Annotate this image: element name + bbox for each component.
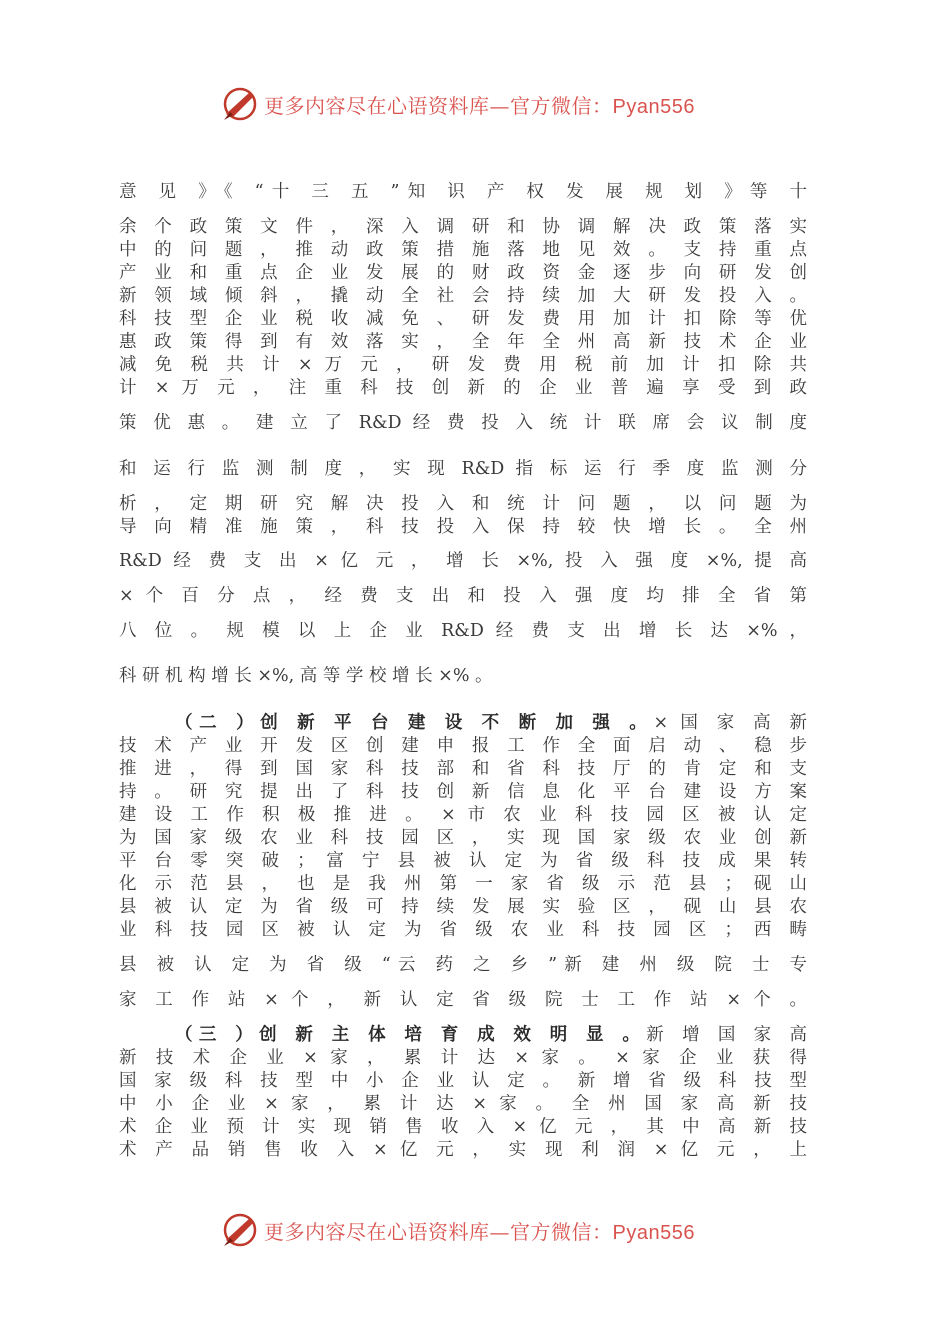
pen-logo-icon: [220, 1210, 260, 1250]
footer-watermark-banner: [0, 1208, 950, 1252]
text-line: 策 优 惠 。 建 立 了 R&D 经 费 投 入 统 计 联 席 会 议 制 度: [119, 413, 807, 433]
text-line: 建 设 工 作 积 极 推 进 。 × 市 农 业 科 技 园 区 被 认 定: [119, 805, 807, 825]
text-line: 余 个 政 策 文 件 ， 深 入 调 研 和 协 调 解 决 政 策 落 实: [119, 217, 807, 237]
text-line: 计 × 万 元 ， 注 重 科 技 创 新 的 企 业 普 遍 享 受 到 政: [119, 378, 807, 398]
text-line: 减 免 税 共 计 × 万 元 ， 研 发 费 用 税 前 加 计 扣 除 共: [119, 355, 807, 375]
section-3-first-line: （三 ）创 新 主 体 培 育 成 效 明 显 。新 增 国 家 高: [175, 1025, 807, 1045]
text-line: 国 家 级 科 技 型 中 小 企 业 认 定 。 新 增 省 级 科 技 型: [119, 1071, 807, 1091]
watermark-text: 更多内容尽在心语资料库—官方微信：Pyan556: [264, 1219, 695, 1244]
text-line: 和 运 行 监 测 制 度 ， 实 现 R&D 指 标 运 行 季 度 监 测 分: [119, 459, 807, 479]
text-line: 术 企 业 预 计 实 现 销 售 收 入 × 亿 元 ， 其 中 高 新 技: [119, 1117, 807, 1137]
text-line: 析 ， 定 期 研 究 解 决 投 入 和 统 计 问 题 ， 以 问 题 为: [119, 494, 807, 514]
text-line: 县 被 认 定 为 省 级 可 持 续 发 展 实 验 区 ， 砚 山 县 农: [119, 897, 807, 917]
text-line: 八 位 。 规 模 以 上 企 业 R&D 经 费 支 出 增 长 达 ×% ，: [119, 621, 807, 641]
text-line: 持 。 研 究 提 出 了 科 技 创 新 信 息 化 平 台 建 设 方 案: [119, 782, 807, 802]
text-line: 为 国 家 级 农 业 科 技 园 区 ， 实 现 国 家 级 农 业 创 新: [119, 828, 807, 848]
watermark-text: 更多内容尽在心语资料库—官方微信：Pyan556: [264, 93, 695, 118]
text-line: 科 技 型 企 业 税 收 减 免 、 研 发 费 用 加 计 扣 除 等 优: [119, 309, 807, 329]
header-watermark-banner: [0, 82, 950, 126]
text-line: 意 见 》《 “十 三 五 ”知 识 产 权 发 展 规 划 》等 十: [119, 182, 807, 202]
text-line: 新 技 术 企 业 × 家 ， 累 计 达 × 家 。 × 家 企 业 获 得: [119, 1048, 807, 1068]
text-line: 科 研 机 构 增 长 ×%, 高 等 学 校 增 长 ×% 。: [119, 666, 493, 686]
text-line: 推 进 ， 得 到 国 家 科 技 部 和 省 科 技 厅 的 肯 定 和 支: [119, 759, 807, 779]
section-3-heading: （三 ）创 新 主 体 培 育 成 效 明 显 。: [175, 1025, 647, 1045]
text-line: 县 被 认 定 为 省 级 “云 药 之 乡 ”新 建 州 级 院 士 专: [119, 955, 807, 975]
text-line: 化 示 范 县 ， 也 是 我 州 第 一 家 省 级 示 范 县 ； 砚 山: [119, 874, 807, 894]
text-line: × 个 百 分 点 ， 经 费 支 出 和 投 入 强 度 均 排 全 省 第: [119, 586, 807, 606]
pen-logo-icon: [220, 84, 260, 124]
text-line: 中 的 问 题 ， 推 动 政 策 措 施 落 地 见 效 。 支 持 重 点: [119, 240, 807, 260]
text-line: 平 台 零 突 破 ； 富 宁 县 被 认 定 为 省 级 科 技 成 果 转: [119, 851, 807, 871]
text-line: 业 科 技 园 区 被 认 定 为 省 级 农 业 科 技 园 区 ； 西 畴: [119, 920, 807, 940]
text-line: 家 工 作 站 × 个 ， 新 认 定 省 级 院 士 工 作 站 × 个 。: [119, 990, 807, 1010]
text-line: 导 向 精 准 施 策 ， 科 技 投 入 保 持 较 快 增 长 。 全 州: [119, 517, 807, 537]
section-2-first-line: （二 ）创 新 平 台 建 设 不 断 加 强 。× 国 家 高 新: [175, 713, 807, 733]
text-line: 中 小 企 业 × 家 ， 累 计 达 × 家 。 全 州 国 家 高 新 技: [119, 1094, 807, 1114]
text-line: R&D 经 费 支 出 × 亿 元 ， 增 长 ×%, 投 入 强 度 ×%, 提 高: [119, 551, 807, 571]
text-line: 新 领 域 倾 斜 ， 撬 动 全 社 会 持 续 加 大 研 发 投 入 。: [119, 286, 807, 306]
text-line: 术 产 品 销 售 收 入 × 亿 元 ， 实 现 利 润 × 亿 元 ， 上: [119, 1140, 807, 1160]
text-line: 产 业 和 重 点 企 业 发 展 的 财 政 资 金 逐 步 向 研 发 创: [119, 263, 807, 283]
text-line: 技 术 产 业 开 发 区 创 建 申 报 工 作 全 面 启 动 、 稳 步: [119, 736, 807, 756]
text-line: 惠 政 策 得 到 有 效 落 实 ， 全 年 全 州 高 新 技 术 企 业: [119, 332, 807, 352]
section-2-heading: （二 ）创 新 平 台 建 设 不 断 加 强 。: [175, 713, 654, 733]
